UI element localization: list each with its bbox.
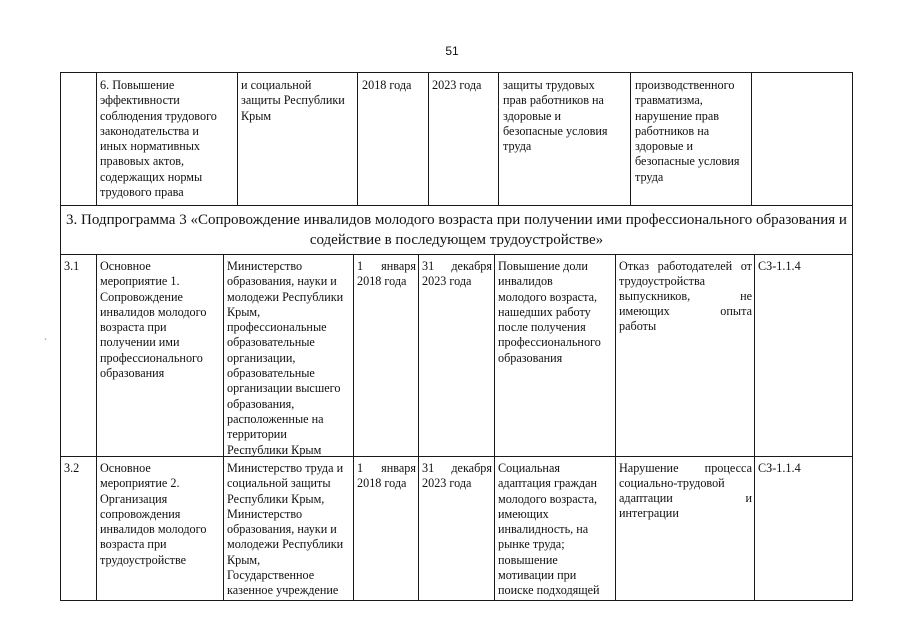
end-date-line: 2023 года (422, 476, 472, 490)
activity-cell: Основное мероприятие 1. Сопровождение инвалидов молодого возраста при получении ими профессионального образования (100, 259, 207, 381)
start-date-line: 1 января (357, 259, 416, 273)
col-rule (615, 254, 616, 600)
col-rule (96, 254, 97, 600)
indicator-cell: СЗ-1.1.4 (758, 461, 801, 475)
col-rule (357, 72, 358, 205)
col-rule (754, 254, 755, 600)
end-date-line: 31 декабря (422, 259, 492, 273)
col-rule (418, 254, 419, 600)
table-border-bottom (60, 600, 853, 601)
table-border-top (60, 72, 853, 73)
start-date-line: 1 января (357, 461, 416, 475)
col-rule (223, 254, 224, 600)
end-date-cell: 2023 года (432, 78, 482, 92)
section-heading: 3. Подпрограмма 3 «Сопровождение инвалидов молодого возраста при получении ими профессионального образования и содействие в последующем трудоустройстве» (66, 212, 847, 248)
consequence-line: Отказ работодателей от (619, 259, 752, 273)
end-date-line: 2023 года (422, 274, 472, 288)
consequence-line: Нарушение процесса (619, 461, 752, 475)
executor-cell: и социальной защиты Республики Крым (241, 78, 345, 123)
scan-speck: ˎ (44, 330, 47, 340)
table-border-left (60, 72, 61, 601)
start-date-line: 2018 года (357, 476, 407, 490)
table-rule (60, 456, 853, 457)
start-date-line: 2018 года (357, 274, 407, 288)
consequence-line: имеющих опыта (619, 304, 752, 318)
result-cell: Социальная адаптация граждан молодого возраста, имеющих инвалидность, на рынке труда; повышение мотивации при поиске подходящей (498, 461, 600, 598)
consequence-line: интеграции (619, 506, 679, 520)
consequence-line: адаптации и (619, 491, 752, 505)
table-border-right (852, 72, 853, 601)
col-rule (498, 72, 499, 205)
activity-cell: 6. Повышение эффективности соблюдения трудового законодательства и иных нормативных правовых актов, содержащих нормы трудового права (100, 78, 217, 200)
executor-cell: Министерство труда и социальной защиты Республики Крым, Министерство образования, науки и молодежи Республики Крым, Государственное казенное учреждение (227, 461, 344, 598)
end-date-line: 31 декабря (422, 461, 492, 475)
col-rule (96, 72, 97, 205)
consequence-line: трудоустройства (619, 274, 705, 288)
consequence-line: социально-трудовой (619, 476, 725, 490)
result-cell: Повышение доли инвалидов молодого возраста, нашедших работу после получения профессионального образования (498, 259, 601, 365)
consequence-line: работы (619, 319, 657, 333)
consequence-cell: производственного травматизма, нарушение прав работников на здоровые и безопасные условия труда (635, 78, 740, 184)
row-number: 3.1 (64, 259, 80, 273)
page-number: 51 (445, 44, 459, 58)
executor-cell: Министерство образования, науки и молодежи Республики Крым, профессиональные образовательные организации, образовательные организации высшего образования, расположенные на территории Республики Крым (227, 259, 344, 457)
result-cell: защиты трудовых прав работников на здоровые и безопасные условия труда (503, 78, 608, 154)
program-table (60, 72, 853, 601)
start-date-cell: 2018 года (362, 78, 412, 92)
col-rule (494, 254, 495, 600)
indicator-cell: СЗ-1.1.4 (758, 259, 801, 273)
scan-speck: · (497, 102, 500, 112)
col-rule (353, 254, 354, 600)
row-number: 3.2 (64, 461, 80, 475)
col-rule (428, 72, 429, 205)
activity-cell: Основное мероприятие 2. Организация сопровождения инвалидов молодого возраста при трудоустройстве (100, 461, 207, 567)
col-rule (237, 72, 238, 205)
col-rule (630, 72, 631, 205)
table-rule (60, 205, 853, 206)
col-rule (751, 72, 752, 205)
table-rule (60, 254, 853, 255)
consequence-line: выпускников, не (619, 289, 752, 303)
